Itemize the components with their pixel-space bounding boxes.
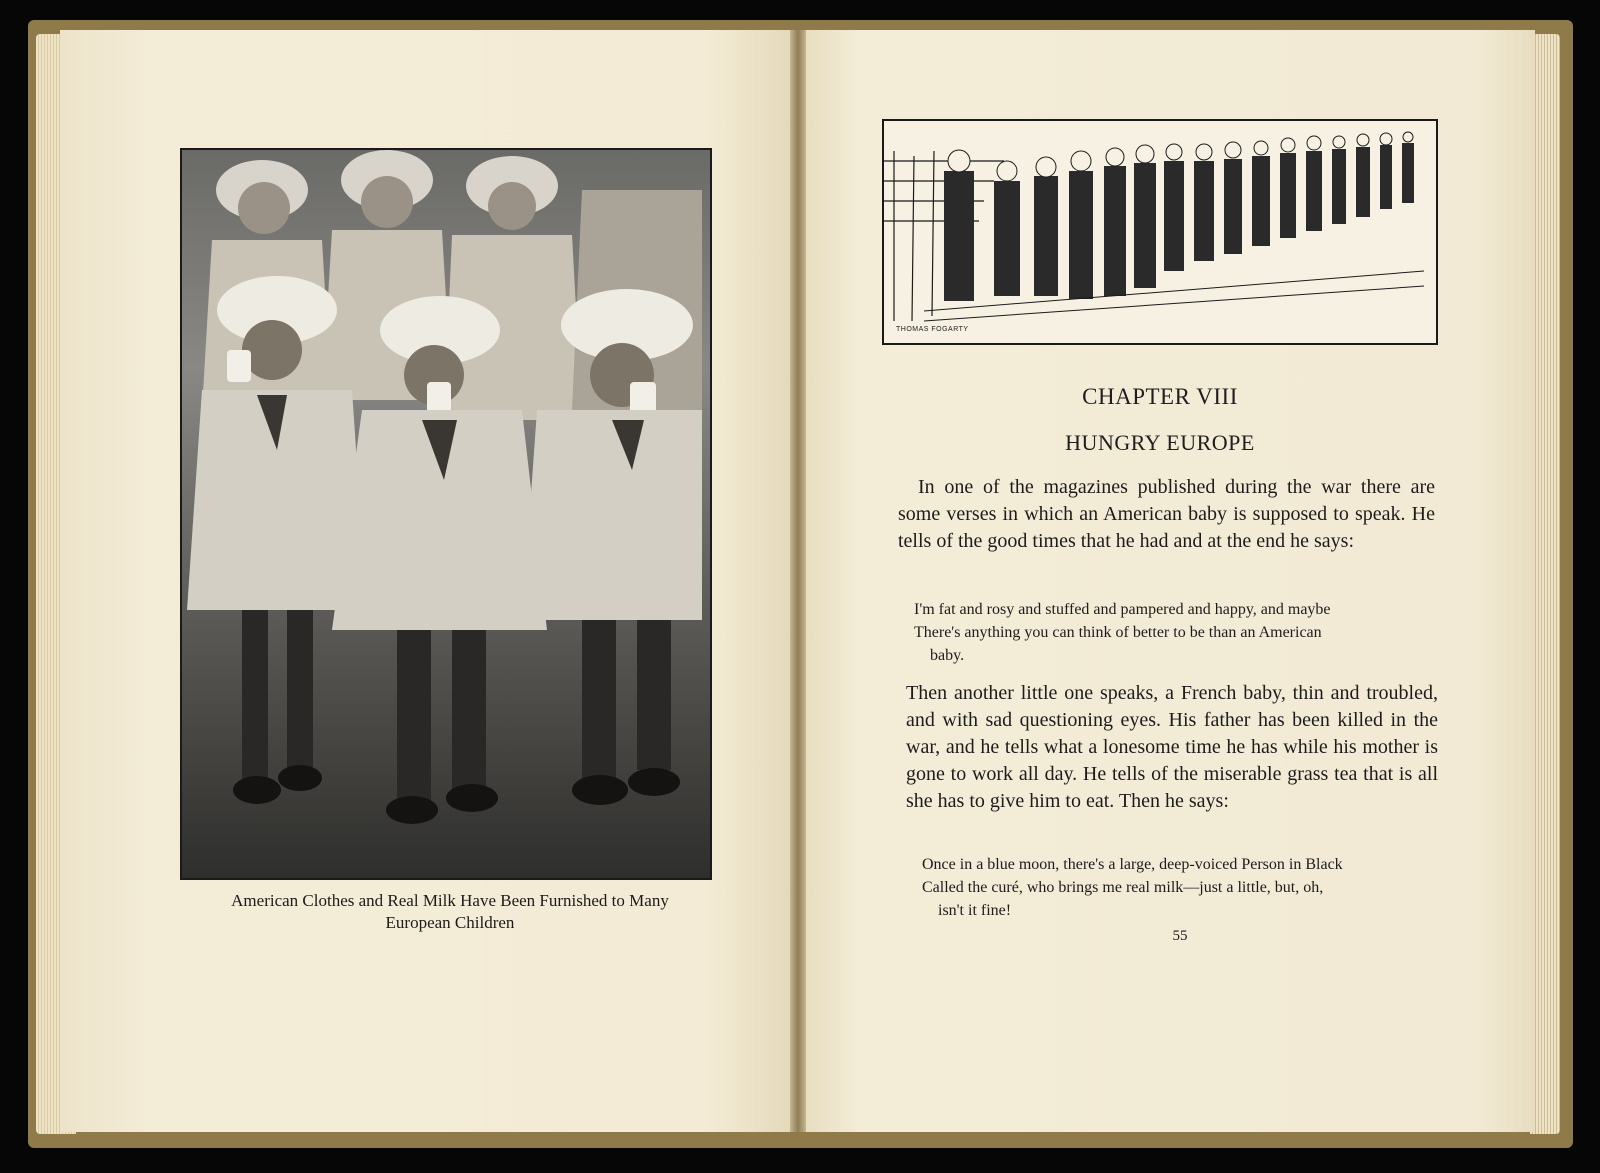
page-number: 55 — [1172, 928, 1188, 944]
book-gutter — [790, 30, 806, 1132]
verse-1-line-3: baby. — [930, 647, 965, 664]
caption-line-1: American Clothes and Real Milk Have Been Furnished to Many — [231, 891, 669, 910]
verse-2 — [922, 853, 1442, 922]
breadline-illustration — [882, 119, 1438, 345]
illustration-signature: THOMAS FOGARTY — [896, 326, 969, 333]
children-photo — [180, 148, 712, 880]
photo-caption — [160, 890, 740, 934]
chapter-title: HUNGRY EUROPE — [1065, 430, 1255, 455]
chapter-label: CHAPTER VIII — [1082, 384, 1238, 409]
verse-2-line-3: isn't it fine! — [938, 902, 1012, 919]
verse-1-line-2: There's anything you can think of better to be than an American — [914, 624, 1322, 641]
verse-2-line-2: Called the curé, who brings me real milk—just a little, but, oh, — [922, 879, 1324, 896]
paragraph-2: Then another little one speaks, a French baby, thin and troubled, and with sad questioning eyes. His father has been killed in the war, and he tells what a lonesome time he has while his mother is gone to work all day. He tells of the miserable grass tea that is all she has to give him to eat. Then he says: — [906, 682, 1438, 812]
verse-1 — [914, 598, 1434, 667]
verse-2-line-1: Once in a blue moon, there's a large, deep-voiced Person in Black — [922, 856, 1343, 873]
verse-1-line-1: I'm fat and rosy and stuffed and pampered and happy, and maybe — [914, 601, 1331, 618]
paragraph-1: In one of the magazines published during the war there are some verses in which an American baby is supposed to speak. He tells of the good times that he had and at the end he says: — [898, 476, 1435, 552]
caption-line-2: European Children — [385, 913, 515, 932]
